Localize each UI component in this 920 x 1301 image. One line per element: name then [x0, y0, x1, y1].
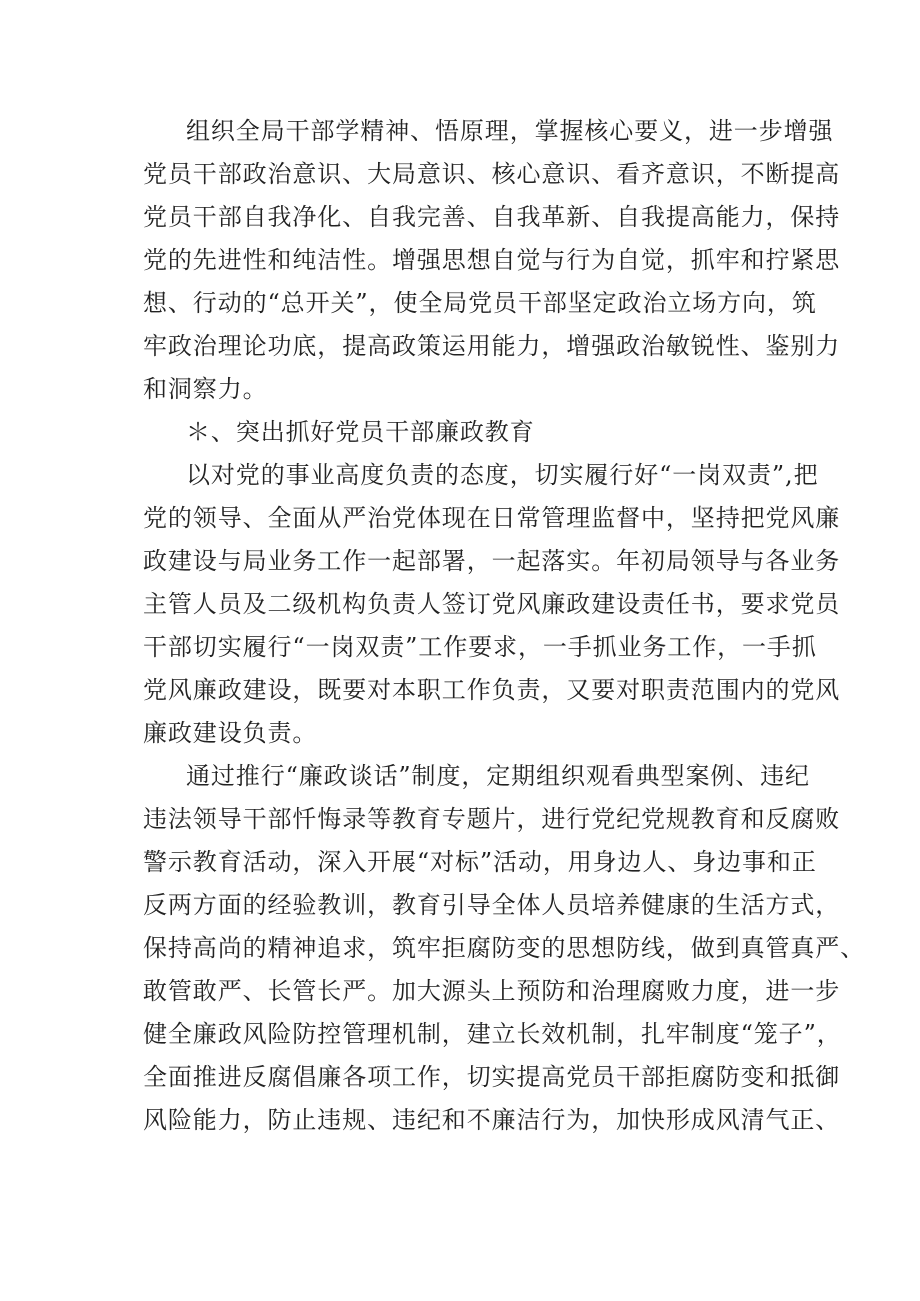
text-line: 主管人员及二级机构负责人签订党风廉政建设责任书，要求党员	[143, 590, 841, 618]
text-line: 党员干部政治意识、大局意识、核心意识、看齐意识，不断提高	[143, 160, 841, 188]
text-line: 敢管敢严、长管长严。加大源头上预防和治理腐败力度，进一步	[143, 977, 841, 1005]
text-line: 干部切实履行“一岗双责”工作要求，一手抓业务工作，一手抓	[143, 633, 817, 661]
text-line: 廉政建设负责。	[143, 719, 318, 747]
text-line: 牢政治理论功底，提高政策运用能力，增强政治敏锐性、鉴别力	[143, 332, 841, 360]
text-line: 反两方面的经验教训，教育引导全体人员培养健康的生活方式，	[143, 891, 841, 919]
text-line: 党风廉政建设，既要对本职工作负责，又要对职责范围内的党风	[143, 676, 841, 704]
section-heading: ＊、突出抓好党员干部廉政教育	[186, 418, 535, 446]
text-line: 想、行动的“总开关”，使全局党员干部坚定政治立场方向，筑	[143, 289, 817, 317]
text-line: 违法领导干部忏悔录等教育专题片，进行党纪党规教育和反腐败	[143, 805, 841, 833]
text-line: 保持高尚的精神追求，筑牢拒腐防变的思想防线，做到真管真严、	[143, 934, 866, 962]
text-line: 党员干部自我净化、自我完善、自我革新、自我提高能力，保持	[143, 203, 841, 231]
text-line: 政建设与局业务工作一起部署，一起落实。年初局领导与各业务	[143, 547, 841, 575]
text-line: 风险能力，防止违规、违纪和不廉洁行为，加快形成风清气正、	[143, 1106, 841, 1134]
text-line: 通过推行“廉政谈话”制度，定期组织观看典型案例、违纪	[186, 762, 810, 790]
text-line: 全面推进反腐倡廉各项工作，切实提高党员干部拒腐防变和抵御	[143, 1063, 841, 1091]
text-line: 和洞察力。	[143, 375, 268, 403]
text-line: 党的领导、全面从严治党体现在日常管理监督中，坚持把党风廉	[143, 504, 841, 532]
text-line: 健全廉政风险防控管理机制，建立长效机制，扎牢制度“笼子”，	[143, 1020, 842, 1048]
text-line: 党的先进性和纯洁性。增强思想自觉与行为自觉，抓牢和拧紧思	[143, 246, 841, 274]
text-line: 警示教育活动，深入开展“对标”活动，用身边人、身边事和正	[143, 848, 817, 876]
text-line: 组织全局干部学精神、悟原理，掌握核心要义，进一步增强	[186, 117, 834, 145]
text-line: 以对党的事业高度负责的态度，切实履行好“一岗双责”,把	[186, 461, 819, 489]
